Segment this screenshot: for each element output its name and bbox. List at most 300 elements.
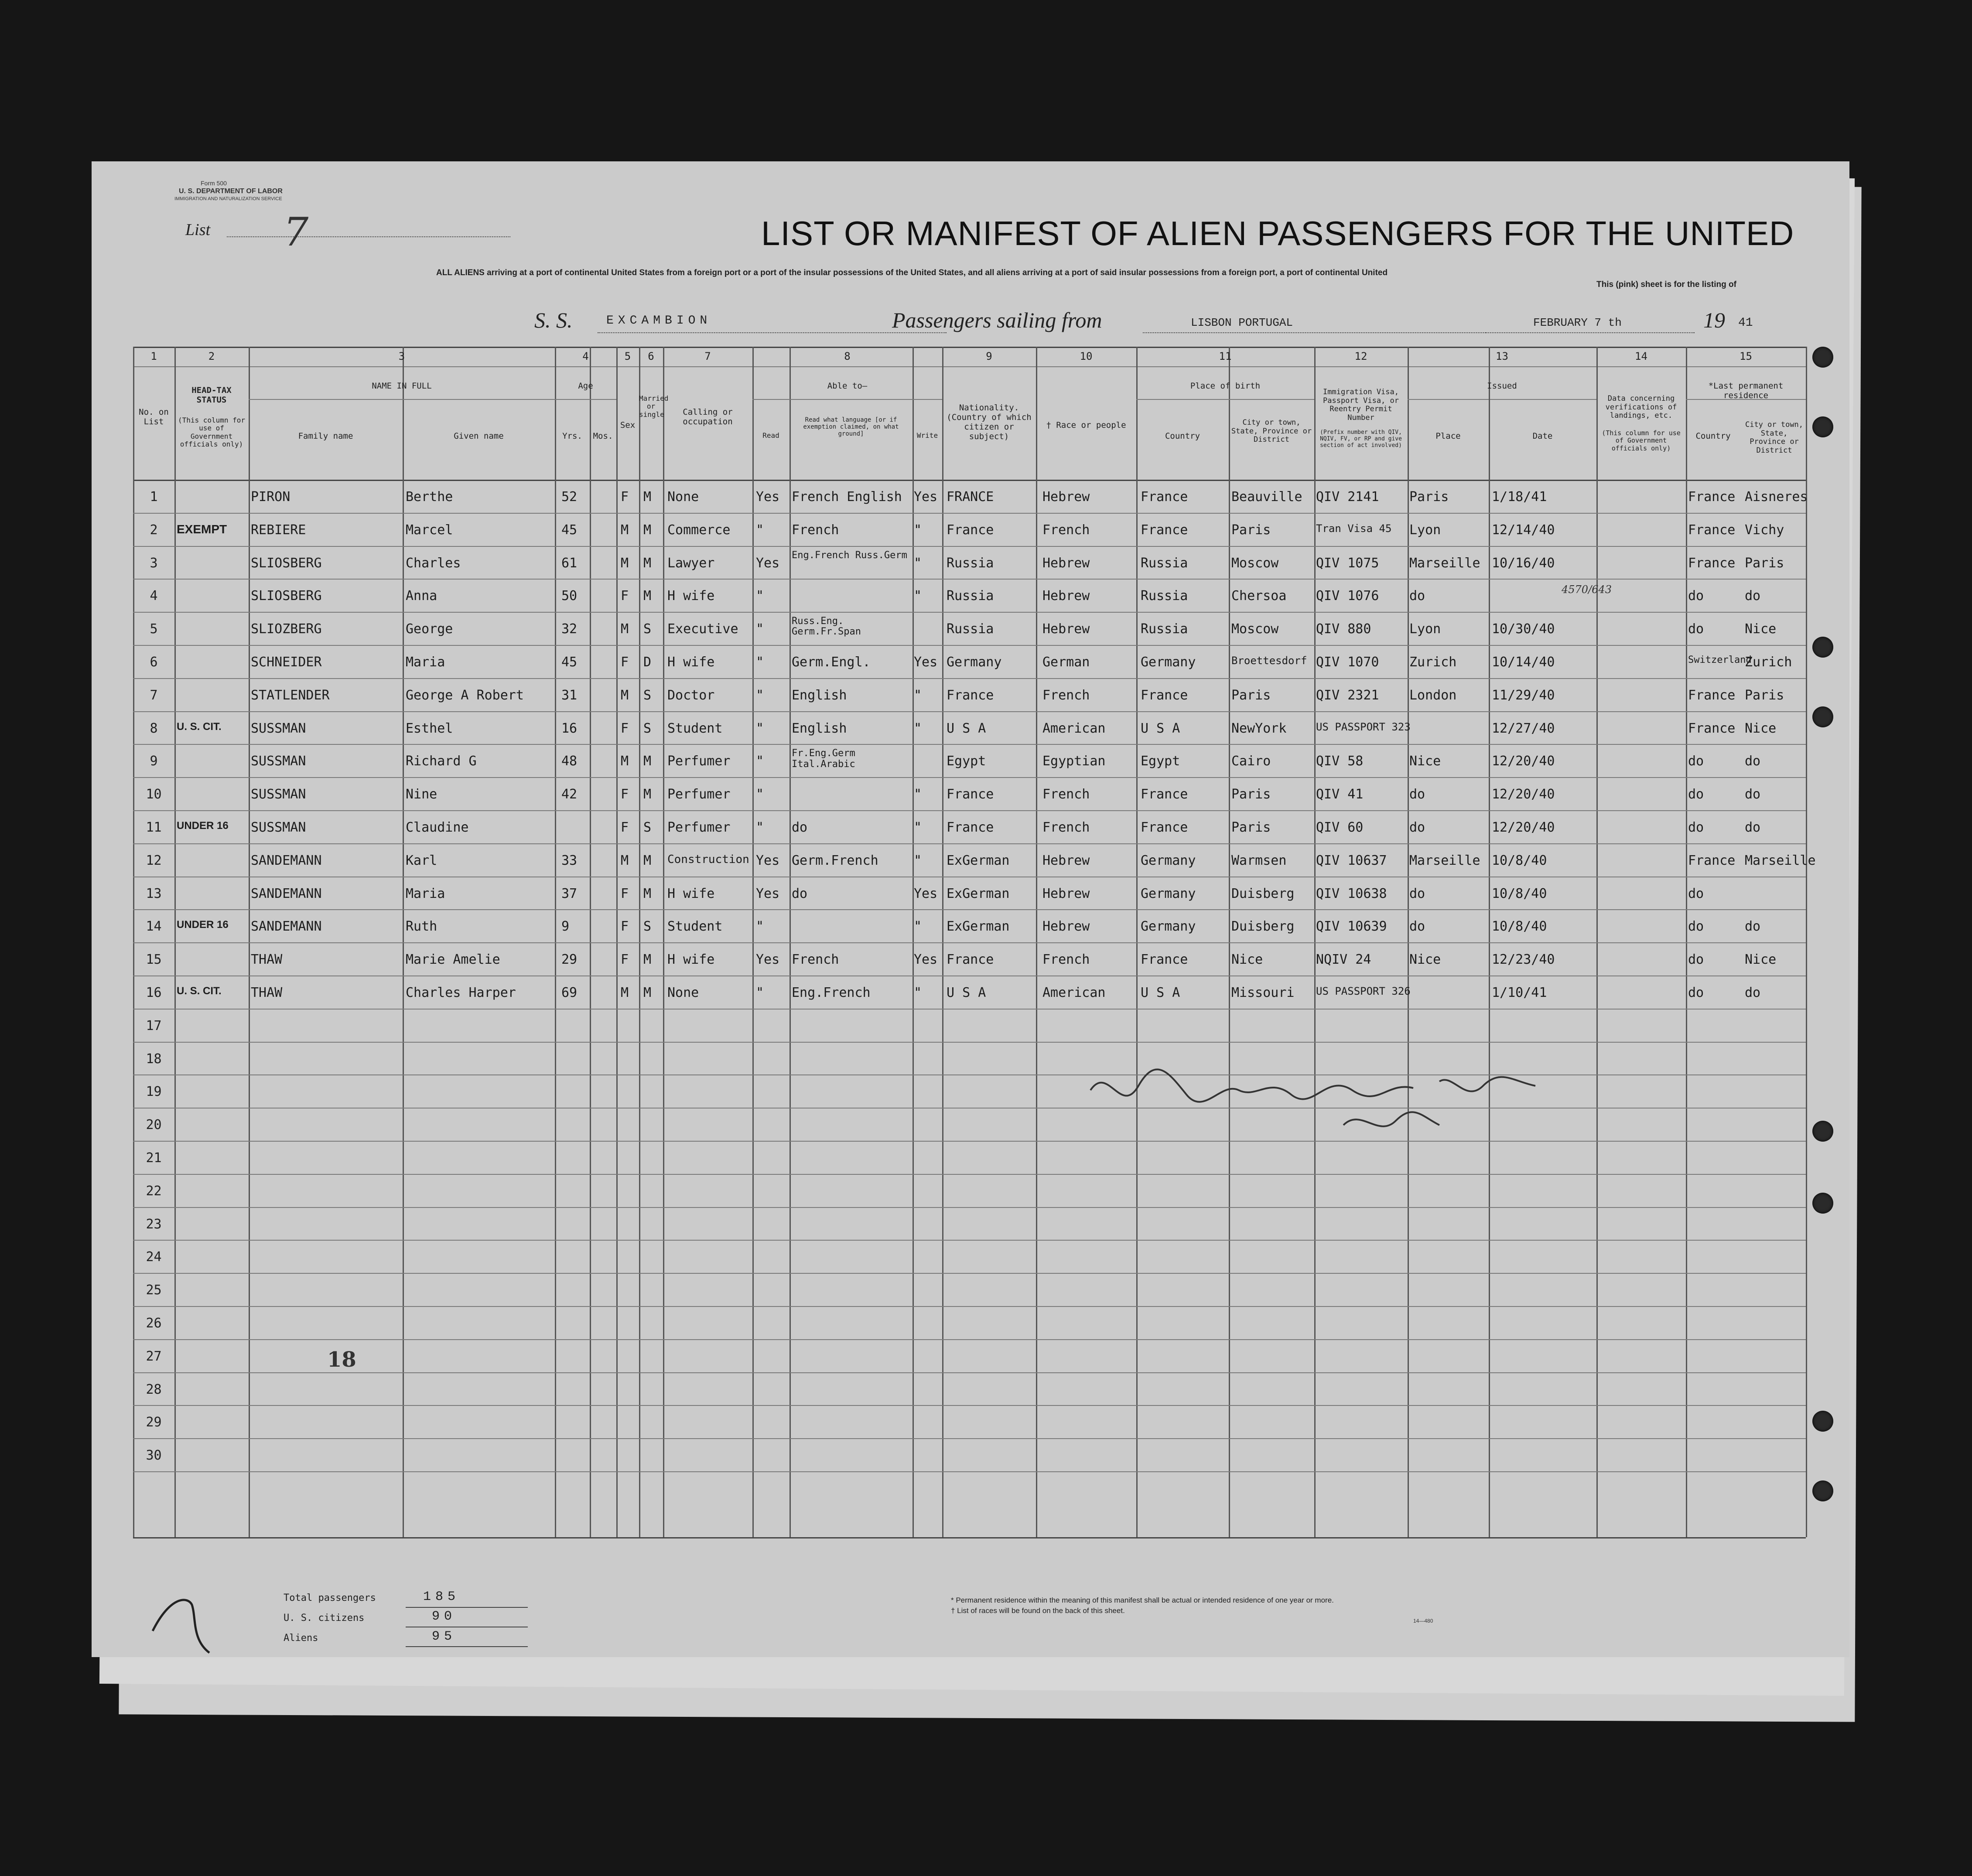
cell-marital-status: S <box>643 919 652 935</box>
cell-birth-city: Moscow <box>1231 621 1279 637</box>
header-visa: Immigration Visa, Passport Visa, or Reentry Permit Number <box>1323 388 1399 422</box>
total-passengers-label: Total passengers <box>284 1593 376 1603</box>
form-code: 14—480 <box>1413 1618 1433 1624</box>
cell-issued-place: Nice <box>1409 952 1441 968</box>
landing-annotation: 4570/643 <box>1562 583 1612 596</box>
column-number: 14 <box>1635 350 1647 362</box>
cell-race: French <box>1042 687 1090 703</box>
cell-residence-country: do <box>1688 952 1704 968</box>
cell-family-name: SUSSMAN <box>251 787 306 802</box>
cell-nationality: France <box>947 687 994 703</box>
cell-occupation: H wife <box>667 588 715 604</box>
cell-sex: F <box>621 952 629 968</box>
column-number: 6 <box>648 350 654 362</box>
cell-nationality: U S A <box>947 720 986 736</box>
cell-residence-city: Marseille <box>1745 853 1816 868</box>
row-number: 20 <box>146 1117 162 1133</box>
cell-nationality: FRANCE <box>947 489 994 505</box>
manifest-subtitle: ALL ALIENS arriving at a port of continental United States from a foreign port or a port of the insular possessions of the United States, and all aliens arriving at a port of said insular possessions from a foreign port, a port of continental United <box>436 268 1388 277</box>
cell-residence-city: Paris <box>1745 687 1784 703</box>
cell-can-read: " <box>756 820 764 835</box>
totals-rule <box>406 1607 528 1608</box>
cell-birth-city: Missouri <box>1231 985 1295 1000</box>
cell-given-name: Charles Harper <box>406 985 516 1000</box>
cell-read-language: do <box>792 886 808 901</box>
cell-read-language: French <box>792 952 839 968</box>
cell-issued-place: Marseille <box>1409 555 1480 571</box>
sailing-label: Passengers sailing from <box>892 308 1102 332</box>
cell-given-name: Berthe <box>406 489 453 505</box>
cell-marital-status: M <box>643 952 652 968</box>
cell-race: French <box>1042 952 1090 968</box>
cell-birth-city: Duisberg <box>1231 919 1295 935</box>
cell-race: Hebrew <box>1042 621 1090 637</box>
date-underline <box>1485 332 1695 333</box>
cell-occupation: Perfumer <box>667 754 731 769</box>
cell-age-years: 31 <box>561 687 578 703</box>
cell-issued-place: do <box>1409 886 1425 901</box>
cell-residence-country: do <box>1688 919 1704 935</box>
header-issued: Issued <box>1487 381 1517 391</box>
row-number: 8 <box>150 720 158 736</box>
cell-residence-city: do <box>1745 820 1761 835</box>
binder-hole <box>1812 1411 1833 1432</box>
cell-nationality: ExGerman <box>947 919 1010 935</box>
cell-race: French <box>1042 522 1090 538</box>
cell-can-write: " <box>914 720 922 736</box>
row-line <box>133 1009 1806 1010</box>
cell-sex: F <box>621 588 629 604</box>
cell-nationality: Russia <box>947 555 994 571</box>
header-visa-note: (Prefix number with QIV, NQIV, FV, or RP and give section of act involved) <box>1320 429 1402 449</box>
cell-residence-country: do <box>1688 588 1704 604</box>
cell-family-name: SLIOSBERG <box>251 555 322 571</box>
cell-can-read: " <box>756 687 764 703</box>
header-landing-note: (This column for use of Government officials only) <box>1602 429 1681 452</box>
year-suffix: 41 <box>1738 316 1753 330</box>
cell-race: French <box>1042 787 1090 802</box>
cell-family-name: SUSSMAN <box>251 754 306 769</box>
header-given-name: Given name <box>454 431 504 441</box>
cell-can-write: " <box>914 588 922 604</box>
cell-age-years: 45 <box>561 522 578 538</box>
cell-visa-number: US PASSPORT 326 <box>1316 985 1411 997</box>
row-line <box>133 1438 1806 1439</box>
cell-birth-city: NewYork <box>1231 720 1287 736</box>
cell-marital-status: M <box>643 489 652 505</box>
header-last-residence: *Last permanent residence <box>1708 381 1784 400</box>
row-line <box>133 1405 1806 1406</box>
column-number: 3 <box>398 350 405 362</box>
cell-race: Egyptian <box>1042 754 1106 769</box>
cell-nationality: ExGerman <box>947 886 1010 901</box>
cell-residence-city: do <box>1745 985 1761 1000</box>
cell-can-read: Yes <box>756 952 780 968</box>
cell-residence-country: France <box>1688 489 1736 505</box>
cell-residence-country: do <box>1688 754 1704 769</box>
cell-issued-place: Nice <box>1409 754 1441 769</box>
cell-visa-number: QIV 10637 <box>1316 853 1387 868</box>
cell-family-name: SANDEMANN <box>251 919 322 935</box>
manifest-sheet <box>92 161 1849 1657</box>
cell-age-years: 45 <box>561 655 578 670</box>
cell-marital-status: M <box>643 853 652 868</box>
cell-birth-city: Nice <box>1231 952 1263 968</box>
totals-rule <box>406 1646 528 1647</box>
cell-nationality: ExGerman <box>947 853 1010 868</box>
cell-birth-country: U S A <box>1141 720 1180 736</box>
row-number: 4 <box>150 588 158 604</box>
row-line <box>133 942 1806 943</box>
cell-marital-status: S <box>643 720 652 736</box>
cell-can-read: " <box>756 588 764 604</box>
header-sex: Sex <box>620 420 636 430</box>
cell-family-name: SCHNEIDER <box>251 655 322 670</box>
cell-occupation: H wife <box>667 886 715 901</box>
cell-residence-country: do <box>1688 787 1704 802</box>
column-number: 15 <box>1740 350 1752 362</box>
cell-race: Hebrew <box>1042 886 1090 901</box>
cell-birth-country: Germany <box>1141 886 1196 901</box>
cell-nationality: France <box>947 820 994 835</box>
cell-residence-city: Zurich <box>1745 655 1792 670</box>
row-line <box>133 513 1806 514</box>
cell-race: Hebrew <box>1042 555 1090 571</box>
row-line <box>133 579 1806 580</box>
cell-age-years: 16 <box>561 720 578 736</box>
row-number: 30 <box>146 1448 162 1463</box>
header-head-tax-note: (This column for use of Government officials only) <box>178 416 246 449</box>
cell-marital-status: M <box>643 555 652 571</box>
row-number: 13 <box>146 886 162 901</box>
cell-visa-number: QIV 60 <box>1316 820 1364 835</box>
cell-visa-number: QIV 2321 <box>1316 687 1379 703</box>
header-birth-country: Country <box>1165 431 1200 441</box>
column-number: 13 <box>1496 350 1508 362</box>
row-number: 18 <box>146 1051 162 1067</box>
cell-sex: M <box>621 687 629 703</box>
cell-issued-date: 12/20/40 <box>1492 787 1555 802</box>
cell-birth-city: Paris <box>1231 687 1271 703</box>
cell-age-years: 50 <box>561 588 578 604</box>
row-number: 15 <box>146 952 162 968</box>
cell-can-write: " <box>914 787 922 802</box>
cell-can-read: Yes <box>756 853 780 868</box>
cell-occupation: H wife <box>667 655 715 670</box>
row-line <box>133 546 1806 547</box>
cell-residence-country: France <box>1688 720 1736 736</box>
list-number: 7 <box>284 209 309 255</box>
cell-can-write: " <box>914 555 922 571</box>
cell-age-years: 32 <box>561 621 578 637</box>
us-citizens-label: U. S. citizens <box>284 1613 365 1624</box>
cell-visa-number: QIV 10639 <box>1316 919 1387 935</box>
header-married: Married or single <box>639 394 669 419</box>
cell-can-read: " <box>756 754 764 769</box>
ship-name: EXCAMBION <box>606 314 712 327</box>
aliens-value: 95 <box>432 1629 457 1644</box>
cell-can-write: " <box>914 919 922 935</box>
list-label: List <box>185 221 211 239</box>
row-number: 3 <box>150 555 158 571</box>
cell-issued-place: Lyon <box>1409 522 1441 538</box>
cell-visa-number: QIV 1075 <box>1316 555 1379 571</box>
header-race: † Race or people <box>1046 420 1126 430</box>
cell-occupation: None <box>667 985 699 1000</box>
cell-age-years: 52 <box>561 489 578 505</box>
cell-issued-date: 12/23/40 <box>1492 952 1555 968</box>
cell-residence-country: France <box>1688 853 1736 868</box>
aliens-label: Aliens <box>284 1633 318 1644</box>
stamp-count: 18 <box>327 1347 356 1372</box>
row-number: 11 <box>146 820 162 835</box>
cell-race: Hebrew <box>1042 489 1090 505</box>
cell-can-write: Yes <box>914 952 938 968</box>
form-number: Form 500 <box>201 180 227 187</box>
cell-given-name: Richard G <box>406 754 477 769</box>
cell-residence-city: Nice <box>1745 952 1777 968</box>
cell-can-write: " <box>914 853 922 868</box>
row-number: 6 <box>150 655 158 670</box>
column-number: 5 <box>624 350 631 362</box>
cell-nationality: Egypt <box>947 754 986 769</box>
row-line <box>133 1471 1806 1472</box>
cell-race: Hebrew <box>1042 588 1090 604</box>
column-number: 1 <box>150 350 157 362</box>
binder-hole <box>1812 1193 1833 1214</box>
cell-given-name: George <box>406 621 453 637</box>
cell-issued-date: 1/18/41 <box>1492 489 1547 505</box>
row-number: 25 <box>146 1283 162 1298</box>
cell-sex: M <box>621 621 629 637</box>
cell-race: American <box>1042 985 1106 1000</box>
row-number: 29 <box>146 1415 162 1430</box>
cell-sex: F <box>621 489 629 505</box>
cell-birth-country: Egypt <box>1141 754 1180 769</box>
cell-family-name: STATLENDER <box>251 687 330 703</box>
cell-occupation: Student <box>667 919 723 935</box>
cell-can-read: Yes <box>756 489 780 505</box>
sailing-date: FEBRUARY 7 th <box>1533 316 1622 329</box>
cell-issued-date: 10/14/40 <box>1492 655 1555 670</box>
header-mos: Mos. <box>593 431 613 441</box>
cell-family-name: PIRON <box>251 489 291 505</box>
cell-birth-country: Russia <box>1141 588 1188 604</box>
cell-occupation: Student <box>667 720 723 736</box>
cell-birth-country: France <box>1141 820 1188 835</box>
cell-issued-date: 10/30/40 <box>1492 621 1555 637</box>
cell-residence-city: Paris <box>1745 555 1784 571</box>
header-calling: Calling or occupation <box>683 407 733 426</box>
cell-nationality: Russia <box>947 621 994 637</box>
cell-visa-number: QIV 41 <box>1316 787 1364 802</box>
cell-race: French <box>1042 820 1090 835</box>
cell-birth-city: Paris <box>1231 820 1271 835</box>
header-age: Age <box>578 381 593 391</box>
cell-issued-place: do <box>1409 919 1425 935</box>
cell-age-years: 42 <box>561 787 578 802</box>
cell-family-name: SLIOSBERG <box>251 588 322 604</box>
cell-can-write: " <box>914 687 922 703</box>
row-number: 23 <box>146 1216 162 1232</box>
cell-birth-city: Warmsen <box>1231 853 1287 868</box>
row-line <box>133 1042 1806 1043</box>
cell-family-name: SANDEMANN <box>251 886 322 901</box>
header-residence-city: City or town, State, Province or District <box>1745 420 1804 455</box>
column-number: 9 <box>986 350 992 362</box>
cell-birth-country: Germany <box>1141 919 1196 935</box>
column-number: 4 <box>582 350 589 362</box>
cell-residence-country: do <box>1688 985 1704 1000</box>
cell-nationality: France <box>947 522 994 538</box>
cell-race: American <box>1042 720 1106 736</box>
binder-hole <box>1812 1480 1833 1501</box>
cell-residence-country: France <box>1688 522 1736 538</box>
cell-issued-place: do <box>1409 787 1425 802</box>
cell-residence-city: Vichy <box>1745 522 1784 538</box>
cell-residence-country: do <box>1688 820 1704 835</box>
cell-family-name: THAW <box>251 952 283 968</box>
binder-hole <box>1812 637 1833 658</box>
port-name: LISBON PORTUGAL <box>1191 316 1293 329</box>
cell-birth-city: Chersoa <box>1231 588 1287 604</box>
us-citizens-value: 90 <box>432 1609 457 1624</box>
row-number: 14 <box>146 919 162 935</box>
cell-sex: M <box>621 754 629 769</box>
cell-residence-country: do <box>1688 621 1704 637</box>
cell-occupation: Doctor <box>667 687 715 703</box>
row-line <box>133 612 1806 613</box>
cell-head-tax-status: U. S. CIT. <box>177 985 222 997</box>
cell-birth-country: France <box>1141 489 1188 505</box>
cell-can-read: " <box>756 621 764 637</box>
cell-given-name: Karl <box>406 853 437 868</box>
cell-race: Hebrew <box>1042 919 1090 935</box>
cell-head-tax-status: U. S. CIT. <box>177 720 222 733</box>
cell-birth-city: Paris <box>1231 522 1271 538</box>
binder-hole <box>1812 347 1833 368</box>
cell-residence-city: Nice <box>1745 720 1777 736</box>
cell-residence-country: France <box>1688 555 1736 571</box>
cell-head-tax-status: UNDER 16 <box>177 919 229 931</box>
row-line <box>133 843 1806 844</box>
row-line <box>133 1339 1806 1340</box>
cell-residence-country: do <box>1688 886 1704 901</box>
cell-marital-status: D <box>643 655 652 670</box>
cell-issued-date: 12/27/40 <box>1492 720 1555 736</box>
cell-issued-date: 10/16/40 <box>1492 555 1555 571</box>
cell-birth-country: France <box>1141 787 1188 802</box>
cell-can-read: Yes <box>756 555 780 571</box>
cell-read-language: French <box>792 522 839 538</box>
cell-birth-country: U S A <box>1141 985 1180 1000</box>
row-number: 22 <box>146 1183 162 1199</box>
cell-issued-place: do <box>1409 588 1425 604</box>
cell-family-name: SLIOZBERG <box>251 621 322 637</box>
cell-read-language: English <box>792 720 847 736</box>
cell-head-tax-status: EXEMPT <box>177 522 227 536</box>
cell-read-language: Fr.Eng.Germ Ital.Arabic <box>792 748 855 770</box>
cell-family-name: REBIERE <box>251 522 306 538</box>
cell-can-read: " <box>756 985 764 1000</box>
cell-issued-date: 12/20/40 <box>1492 820 1555 835</box>
cell-residence-city: do <box>1745 588 1761 604</box>
cell-head-tax-status: UNDER 16 <box>177 820 229 832</box>
cell-marital-status: S <box>643 621 652 637</box>
cell-sex: M <box>621 853 629 868</box>
ss-label: S. S. <box>534 308 573 332</box>
cell-can-write: Yes <box>914 489 938 505</box>
cell-read-language: English <box>792 687 847 703</box>
cell-given-name: Maria <box>406 886 445 901</box>
total-passengers-value: 185 <box>423 1589 460 1604</box>
cell-issued-date: 10/8/40 <box>1492 919 1547 935</box>
row-number: 10 <box>146 787 162 802</box>
cell-issued-place: do <box>1409 820 1425 835</box>
cell-visa-number: QIV 2141 <box>1316 489 1379 505</box>
row-line <box>133 777 1806 778</box>
cell-visa-number: QIV 1076 <box>1316 588 1379 604</box>
cell-marital-status: M <box>643 886 652 901</box>
row-line <box>133 1273 1806 1274</box>
cell-age-years: 37 <box>561 886 578 901</box>
cell-nationality: U S A <box>947 985 986 1000</box>
cell-residence-city: Aisneres <box>1745 489 1808 505</box>
cell-birth-city: Broettesdorf <box>1231 655 1307 667</box>
column-number: 8 <box>844 350 851 362</box>
cell-can-read: Yes <box>756 886 780 901</box>
cell-birth-city: Cairo <box>1231 754 1271 769</box>
list-underline <box>227 236 510 237</box>
cell-residence-city: do <box>1745 754 1761 769</box>
header-read-language: Read what language [or if exemption claimed, on what ground] <box>803 416 899 438</box>
cell-read-language: Germ.Engl. <box>792 655 871 670</box>
cell-occupation: Commerce <box>667 522 731 538</box>
cell-birth-city: Beauville <box>1231 489 1302 505</box>
binder-hole <box>1812 706 1833 727</box>
year-prefix: 19 <box>1703 308 1725 332</box>
row-number: 17 <box>146 1018 162 1034</box>
cell-birth-city: Paris <box>1231 787 1271 802</box>
row-line <box>133 1240 1806 1241</box>
column-number: 10 <box>1080 350 1093 362</box>
header-place-of-birth: Place of birth <box>1190 381 1261 391</box>
cell-read-language: do <box>792 820 808 835</box>
row-number: 1 <box>150 489 158 505</box>
cell-given-name: Ruth <box>406 919 437 935</box>
cell-read-language: French English <box>792 489 902 505</box>
cell-marital-status: M <box>643 588 652 604</box>
header-issued-place: Place <box>1435 431 1461 441</box>
cell-birth-country: Russia <box>1141 621 1188 637</box>
header-birth-city: City or town, State, Province or District <box>1231 418 1312 444</box>
row-line <box>133 711 1806 712</box>
cell-age-years: 69 <box>561 985 578 1000</box>
cell-can-write: " <box>914 820 922 835</box>
row-number: 24 <box>146 1249 162 1265</box>
header-read: Read <box>762 431 779 440</box>
cell-birth-city: Moscow <box>1231 555 1279 571</box>
cell-nationality: Russia <box>947 588 994 604</box>
cell-sex: M <box>621 555 629 571</box>
cell-read-language: Eng.French Russ.Germ <box>792 549 907 561</box>
cell-sex: M <box>621 985 629 1000</box>
cell-birth-country: France <box>1141 952 1188 968</box>
column-number: 2 <box>208 350 215 362</box>
row-line <box>133 744 1806 745</box>
cell-can-write: " <box>914 522 922 538</box>
cell-residence-city: do <box>1745 919 1761 935</box>
